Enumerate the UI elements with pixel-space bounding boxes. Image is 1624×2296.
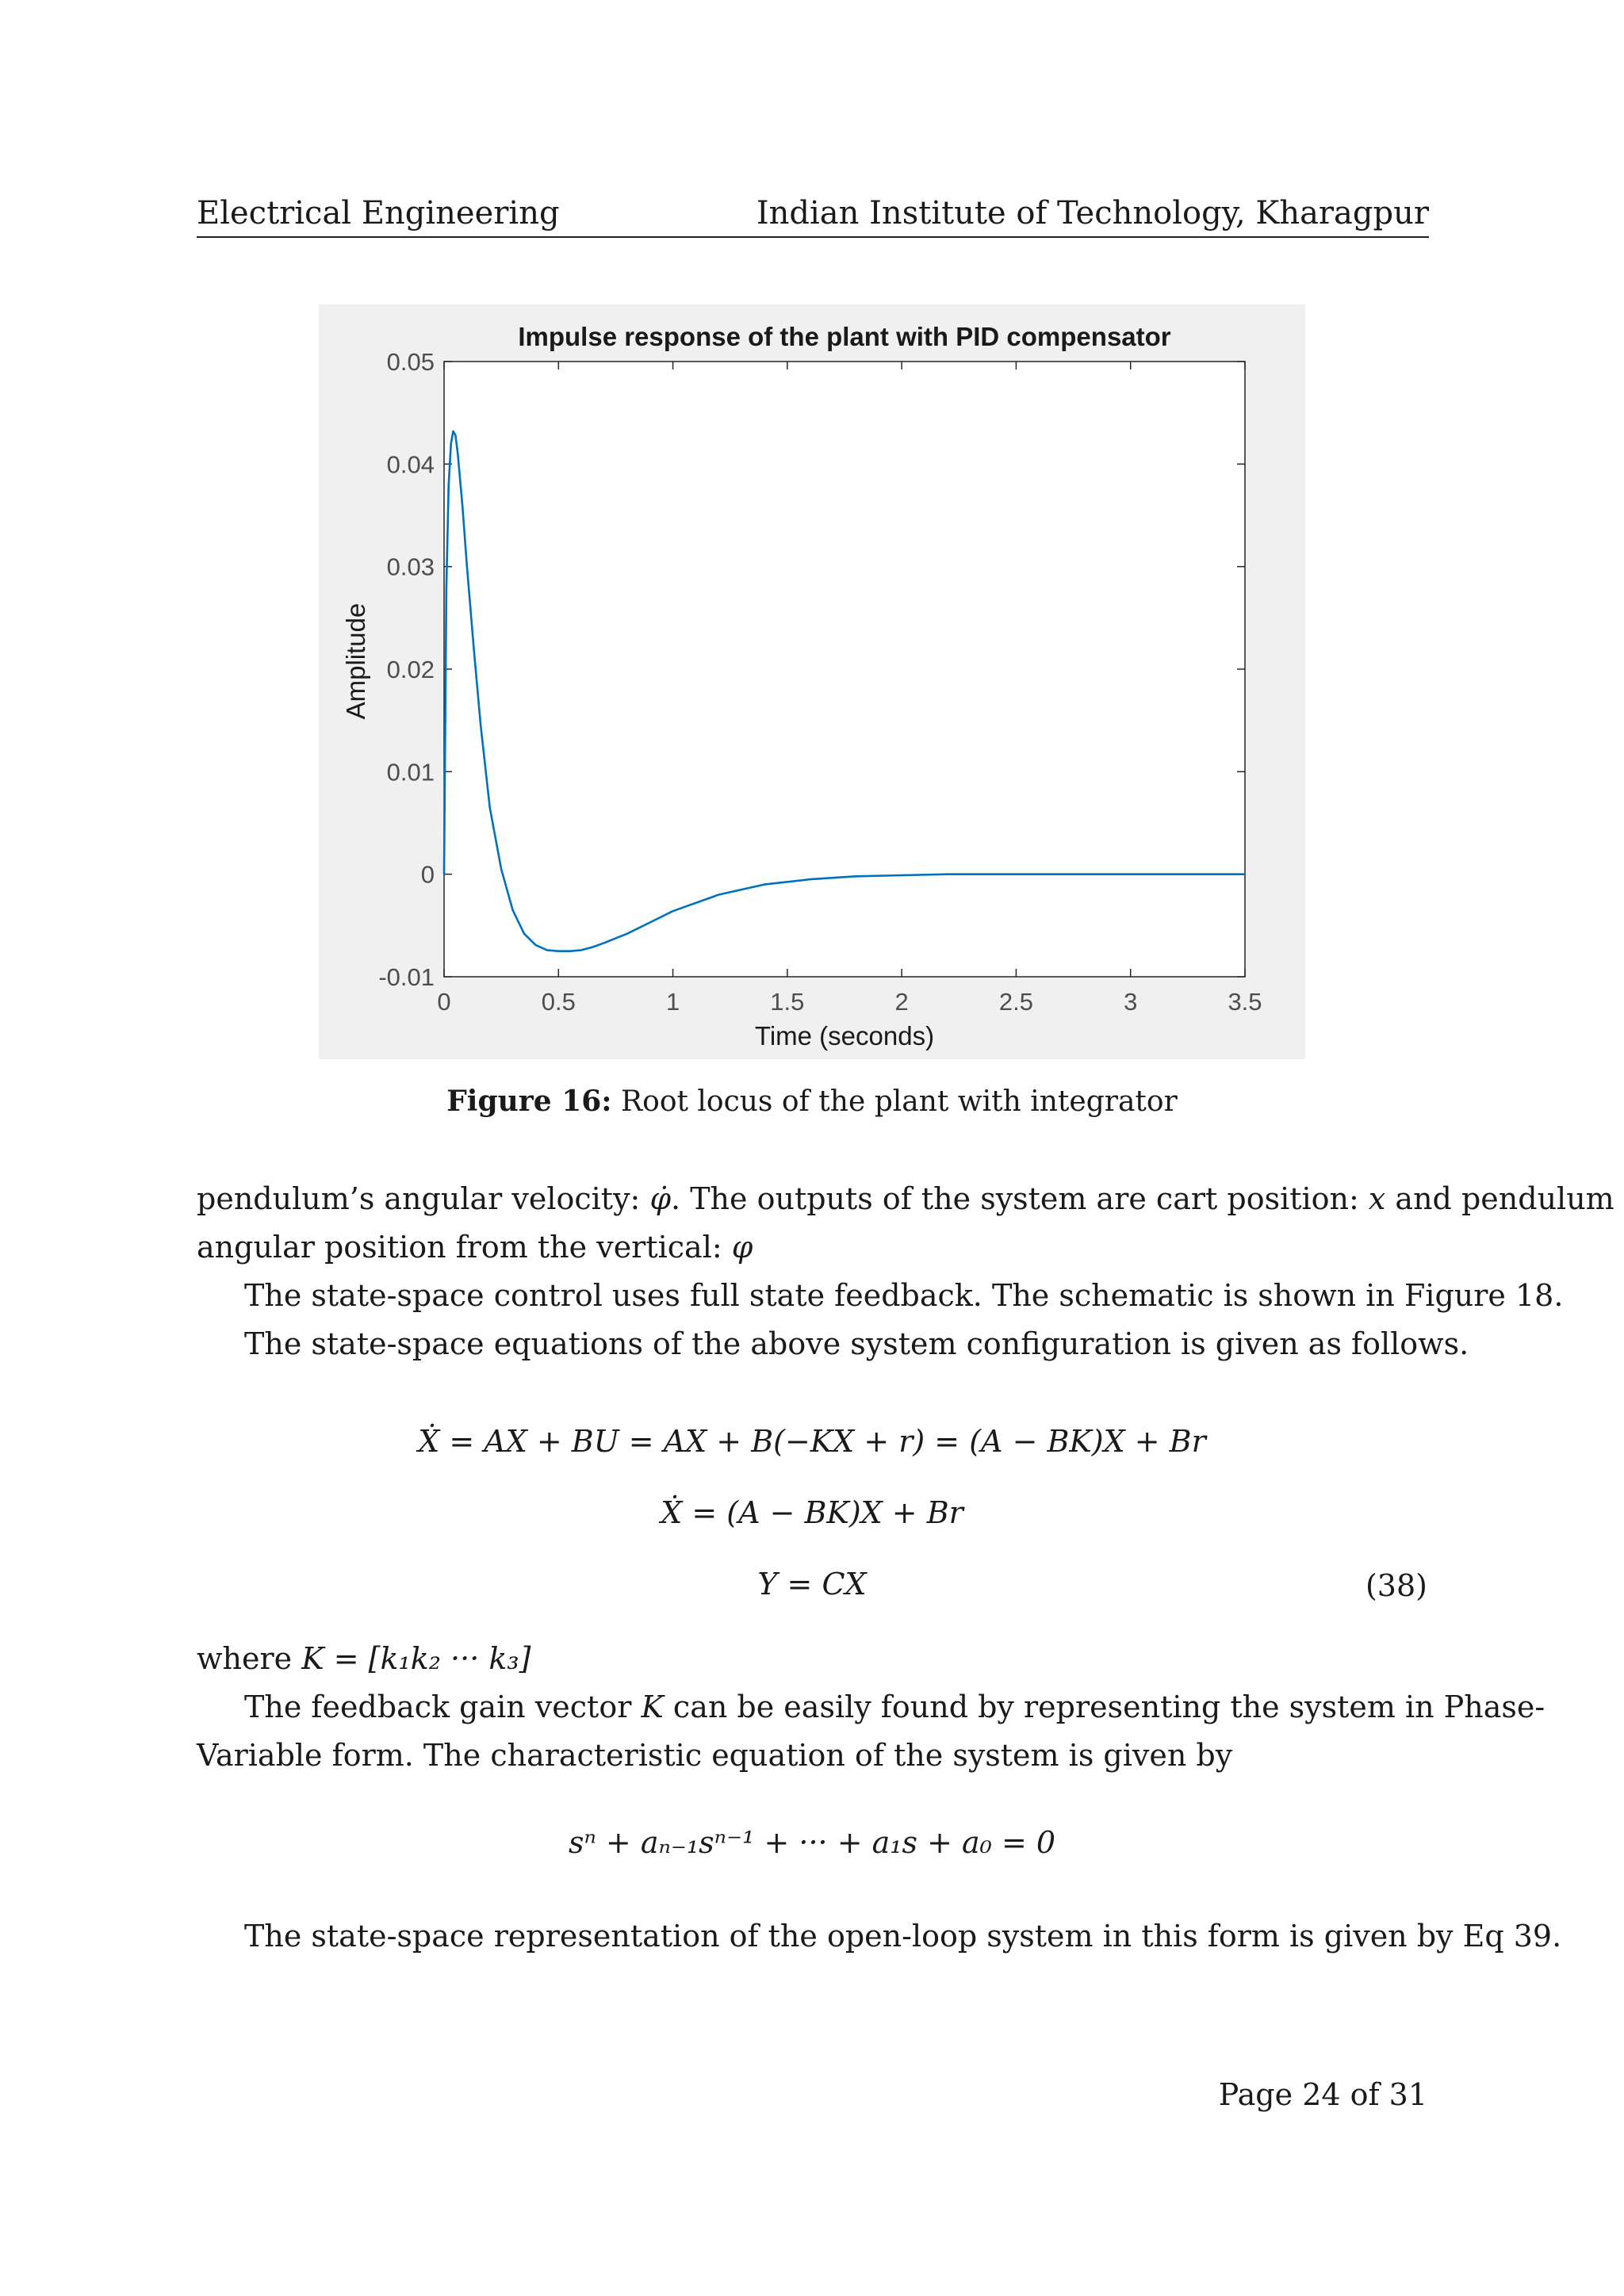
y-axis-label: Amplitude <box>341 603 370 720</box>
equation-3: Y = CX <box>757 1567 867 1601</box>
y-tick-label: 0.05 <box>386 348 435 376</box>
math-x: x <box>1368 1181 1386 1216</box>
y-tick-label: 0.02 <box>386 656 435 683</box>
paragraph-state-space-intro: The state-space equations of the above system configuration is given as follows. <box>244 1326 1469 1361</box>
paragraph-line <box>197 1635 1429 1683</box>
plot-area <box>444 362 1245 977</box>
text-run: . The outputs of the system are cart position: <box>671 1181 1369 1216</box>
math-phidot: φ̇ <box>649 1181 672 1216</box>
characteristic-equation: sⁿ + aₙ₋₁sⁿ⁻¹ + ··· + a₁s + a₀ = 0 <box>568 1825 1056 1860</box>
text-run: The feedback gain vector <box>244 1689 642 1724</box>
math-k-definition: K = [k₁k₂ ··· k₃] <box>301 1641 531 1676</box>
x-tick-label: 0.5 <box>541 988 576 1016</box>
x-tick-label: 3.5 <box>1228 988 1262 1016</box>
paragraph-line: Variable form. The characteristic equation of the system is given by <box>197 1738 1233 1773</box>
page-number: Page 24 of 31 <box>1218 2077 1427 2112</box>
paragraph-block-1 <box>197 1175 1614 1368</box>
paragraph-line <box>197 1175 1614 1223</box>
paragraph-line <box>197 1683 1545 1732</box>
figure-caption-text: Root locus of the plant with integrator <box>611 1085 1178 1118</box>
x-tick-label: 1.5 <box>770 988 805 1016</box>
math-phi: φ <box>731 1230 753 1265</box>
y-tick-label: 0.03 <box>386 553 435 581</box>
paragraph-open-loop: The state-space representation of the open-loop system in this form is given by Eq 39. <box>244 1919 1562 1954</box>
text-run: pendulum’s angular velocity: <box>197 1181 650 1216</box>
y-tick-label: -0.01 <box>378 963 435 991</box>
text-run: where <box>197 1641 302 1676</box>
x-axis-label: Time (seconds) <box>754 1021 935 1050</box>
y-tick-label: 0.01 <box>386 758 435 786</box>
text-run: can be easily found by representing the system in Phase- <box>663 1689 1545 1724</box>
paragraph-block-3 <box>197 1912 1562 1961</box>
x-tick-label: 1 <box>665 988 680 1016</box>
x-tick-label: 2.5 <box>998 988 1033 1016</box>
figure-panel <box>319 304 1305 1059</box>
text-run: angular position from the vertical: <box>197 1230 732 1265</box>
figure-caption <box>0 1085 1624 1118</box>
impulse-response-chart <box>319 304 1305 1059</box>
y-tick-label: 0 <box>420 860 435 889</box>
header-department: Electrical Engineering <box>197 195 560 232</box>
page-header <box>197 195 1429 238</box>
x-tick-label: 2 <box>894 988 909 1016</box>
equation-number: (38) <box>1365 1568 1427 1603</box>
chart-title: Impulse response of the plant with PID compensator <box>518 322 1171 351</box>
paragraph-line <box>197 1223 1429 1272</box>
paragraph-state-feedback: The state-space control uses full state feedback. The schematic is shown in Figure 18. <box>244 1278 1564 1313</box>
math-K: K <box>641 1689 664 1724</box>
paragraph-block-2 <box>197 1635 1545 1780</box>
y-tick-label: 0.04 <box>386 450 435 479</box>
header-institute: Indian Institute of Technology, Kharagpur <box>756 195 1429 232</box>
x-tick-label: 0 <box>437 988 451 1016</box>
equation-2: Ẋ = (A − BK)X + Br <box>661 1495 963 1530</box>
x-tick-label: 3 <box>1124 988 1138 1016</box>
figure-caption-label: Figure 16: <box>446 1085 612 1118</box>
text-run: and pendulum <box>1385 1181 1614 1216</box>
equation-1: Ẋ = AX + BU = AX + B(−KX + r) = (A − BK)X + Br <box>418 1424 1206 1459</box>
